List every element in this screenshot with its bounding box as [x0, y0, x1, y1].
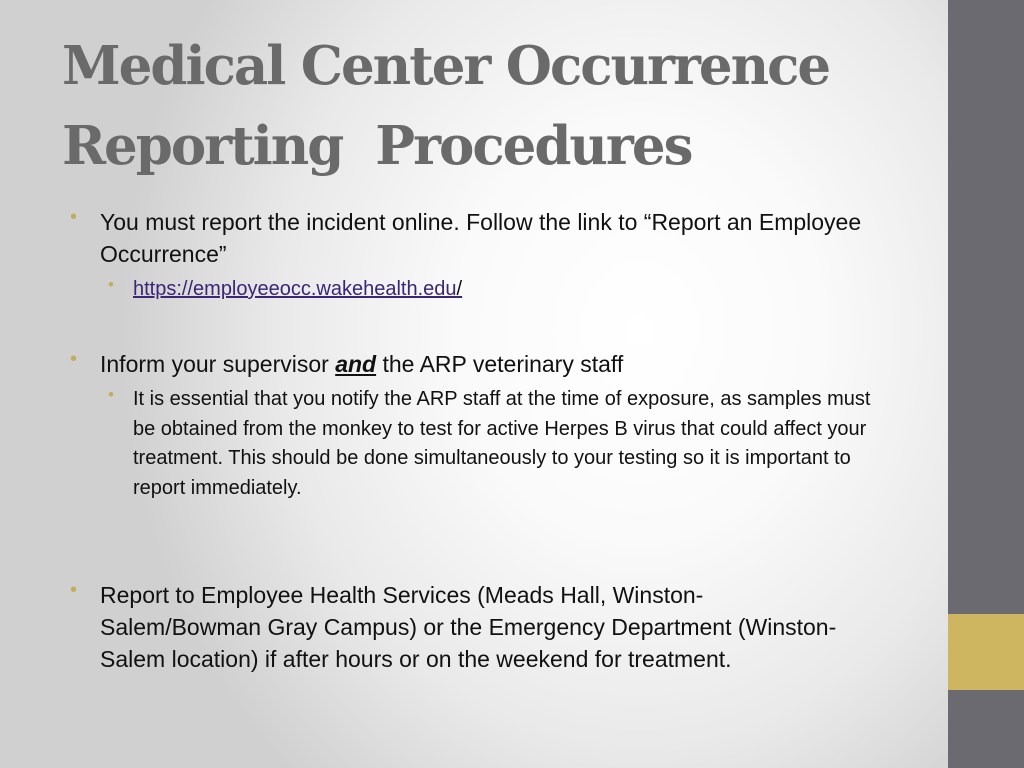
- bullet-report-ehs: Report to Employee Health Services (Meads Hall, Winston-Salem/Bowman Gray Campus) or the Emergency Department (Winston-Salem location) if after hours or on the weekend for treatment.: [100, 582, 837, 672]
- sub-bullet-notify-arp: It is essential that you notify the ARP staff at the time of exposure, as samples must be obtained from the monkey to test for active Herpes B virus that could affect your treatment. This should be done simultaneously to your testing so it is important to report immediately.: [133, 388, 871, 499]
- slide: Medical Center Occurrence Reporting Procedures • You must report the incident online. Follow the link to “Report an Employee Occurrence” • https://employeeocc.wakehealth.edu/ • Inform your supervisor and the ARP veterinary staff • It is essential that you notify the ARP staff at the time of exposure, as samples must be obtained from the monkey to test for active Herpes B virus that could affect your treatment. This should be done simultaneously to your testing so it is important to report immediately. • Report to Employee Health Services (Meads Hall, Winston-Salem/Bowman Gray Campus) or the Emergency Department (Winston-Salem location) if after hours or on the weekend for treatment.: [0, 0, 1024, 768]
- slide-title: [62, 26, 922, 186]
- bullet-report-online: You must report the incident online. Follow the link to “Report an Employee Occurrence”: [100, 209, 862, 267]
- title-line-1: Medical Center Occurrence: [62, 35, 830, 97]
- inform-text-before: Inform your supervisor: [100, 351, 336, 377]
- accent-square: [948, 614, 1024, 690]
- employee-occurrence-link[interactable]: https://employeeocc.wakehealth.edu/: [133, 278, 463, 300]
- bullet-inform-supervisor: [100, 348, 890, 380]
- inform-emphasis: and: [335, 351, 377, 377]
- inform-text-after: the ARP veterinary staff: [376, 351, 624, 377]
- sub-bullet-link: [133, 275, 903, 305]
- title-line-2: Reporting Procedures: [62, 115, 692, 177]
